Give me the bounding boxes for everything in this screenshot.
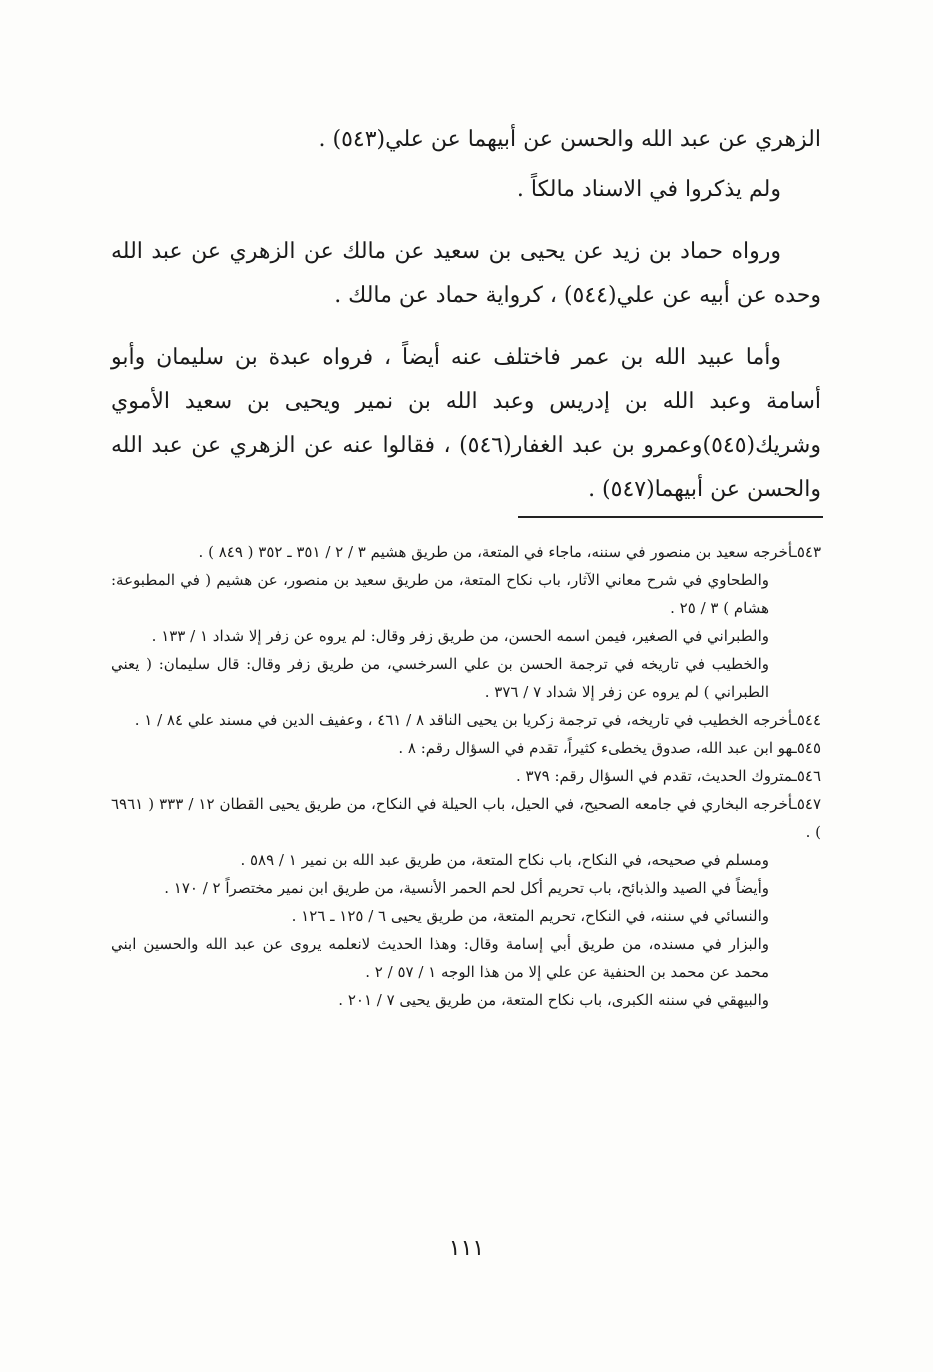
footnote-543: ٥٤٣ـأخرجه سعيد بن منصور في سننه، ماجاء في المتعة، من طريق هشيم ٣ / ٢ / ٣٥١ ـ ٣٥٢ ( ٨٤٩ ) . xyxy=(198,543,821,561)
footnote-543-c: والطبراني في الصغير، فيمن اسمه الحسن، من طريق زفر وقال: لم يروه عن زفر إلا شداد ١ / ١٣٣ . xyxy=(151,627,769,645)
page-number: ١١١ xyxy=(448,1236,485,1261)
footnote-547-c: وأيضاً في الصيد والذبائح، باب تحريم أكل لحم الحمر الأنسية، من طريق ابن نمير مختصراً ٢ / ١٧٠ . xyxy=(164,879,769,897)
paragraph-3: ورواه حماد بن زيد عن يحيى بن سعيد عن مالك عن الزهري عن عبد الله وحده عن أبيه عن علي(٥٤٤) ، كرواية حماد عن مالك . xyxy=(111,239,821,308)
footnotes xyxy=(111,538,821,1014)
main-text xyxy=(111,118,821,512)
footnote-544: ٥٤٤ـأخرجه الخطيب في تاريخه، في ترجمة زكريا بن يحيى الناقد ٨ / ٤٦١ ، وعفيف الدين في مسند علي ٨٤ / ١ . xyxy=(134,711,821,729)
footnote-543-d: والخطيب في تاريخه في ترجمة الحسن بن علي السرخسي، من طريق زفر وقال: قال سليمان: ( يعني الطبراني ) لم يروه عن زفر إلا شداد ٧ / ٣٧٦ . xyxy=(111,655,769,701)
footnote-547: ٥٤٧ـأخرجه البخاري في جامعه الصحيح، في الحيل، باب الحيلة في النكاح، من طريق يحيى القطان ١٢ / ٣٣٣ ( ٦٩٦١ ) . xyxy=(111,795,821,841)
paragraph-1: الزهري عن عبد الله والحسن عن أبيهما عن علي(٥٤٣) . xyxy=(318,127,821,152)
footnote-546: ٥٤٦ـمتروك الحديث، تقدم في السؤال رقم: ٣٧٩ . xyxy=(516,767,821,785)
paragraph-2: ولم يذكروا في الاسناد مالكاً . xyxy=(516,177,781,202)
footnote-547-b: ومسلم في صحيحه، في النكاح، باب نكاح المتعة، من طريق عبد الله بن نمير ١ / ٥٨٩ . xyxy=(240,851,769,869)
footnote-543-b: والطحاوي في شرح معاني الآثار، باب نكاح المتعة، من طريق سعيد بن منصور، عن هشيم ( في المطبوعة: هشام ) ٣ / ٢٥ . xyxy=(111,571,769,617)
footnote-547-e: والبزار في مسنده، من طريق أبي إسامة وقال: وهذا الحديث لانعلمه يروى عن عبد الله والحسين ابني محمد عن محمد بن الحنفية عن علي إلا من هذا الوجه ١ / ٥٧ / ٢ . xyxy=(111,935,769,981)
footnote-separator xyxy=(518,516,823,518)
footnote-547-f: والبيهقي في سننه الكبرى، باب نكاح المتعة، من طريق يحيى ٧ / ٢٠١ . xyxy=(338,991,769,1009)
footnote-547-d: والنسائي في سننه، في النكاح، تحريم المتعة، من طريق يحيى ٦ / ١٢٥ ـ ١٢٦ . xyxy=(291,907,769,925)
footnote-545: ٥٤٥ـهو ابن عبد الله، صدوق يخطىء كثيراً، تقدم في السؤال رقم: ٨ . xyxy=(398,739,821,757)
paragraph-4: وأما عبيد الله بن عمر فاختلف عنه أيضاً ، فرواه عبدة بن سليمان وأبو أسامة وعبد الله بن إدريس وعبد الله بن نمير ويحيى بن سعيد الأموي وشريك(٥٤٥)وعمرو بن عبد الغفار(٥٤٦) ، فقالوا عنه عن الزهري عن عبد الله والحسن عن أبيهما(٥٤٧) . xyxy=(111,345,821,502)
